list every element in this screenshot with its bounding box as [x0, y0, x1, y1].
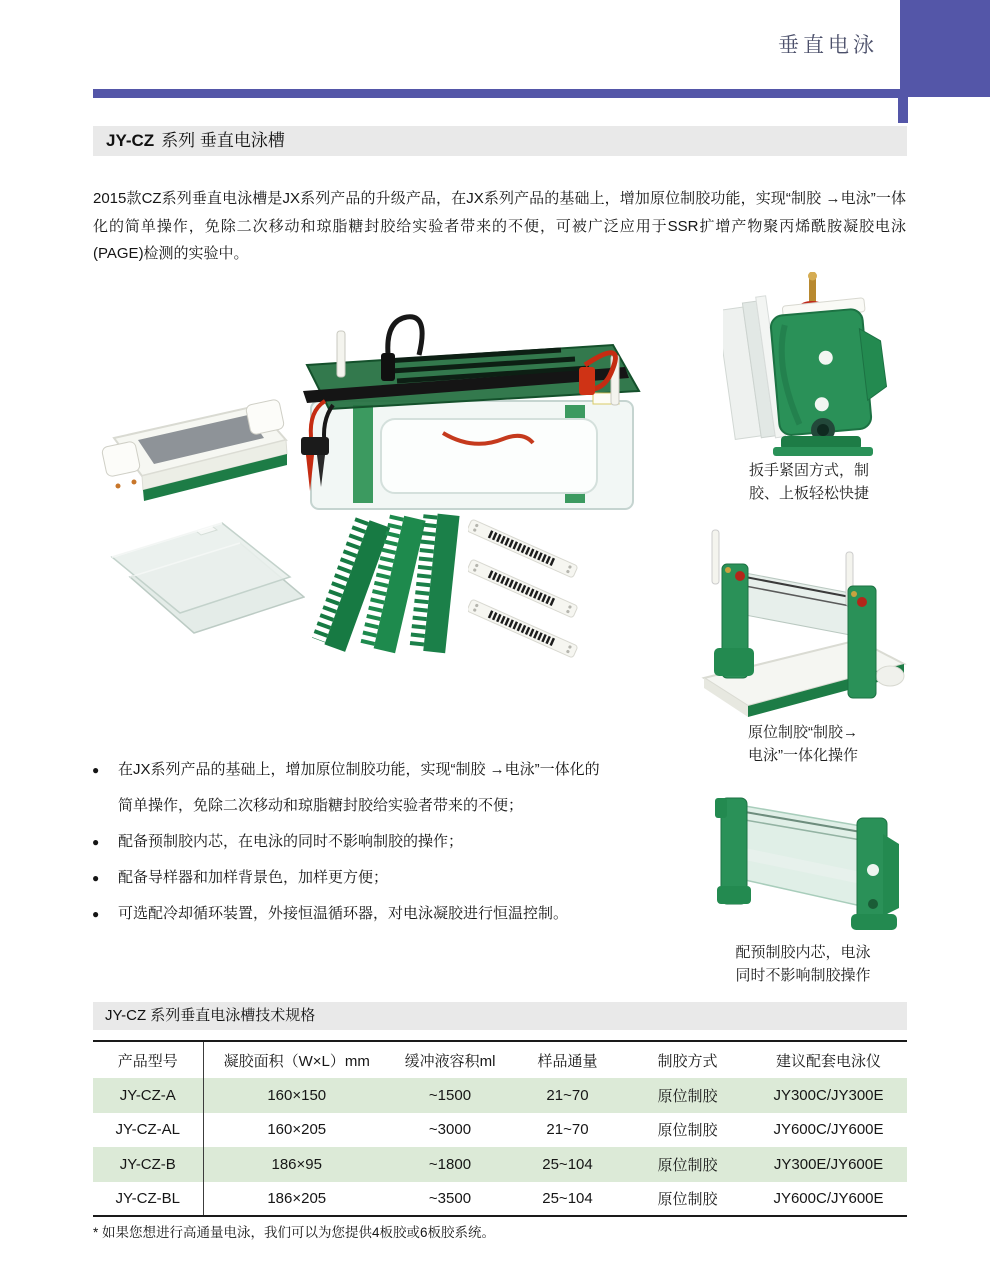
figure-caption-clamp [703, 459, 915, 505]
spec-section-title-bar: JY-CZ 系列垂直电泳槽技术规格 [93, 1002, 907, 1030]
caption-line: 扳手紧固方式，制 [748, 462, 869, 479]
col-header-power-supply: 建议配套电泳仪 [775, 1052, 881, 1070]
col-header-gel-area: 凝胶面积（W×L）mm [223, 1052, 370, 1070]
cell-casting-method: 原位制胶 [657, 1087, 718, 1105]
figure-caption-precast [696, 941, 910, 987]
bullet-icon: ● [92, 871, 100, 885]
cell-sample-throughput: 21~70 [546, 1086, 589, 1104]
caption-line: 电泳”一体化操作 [748, 747, 858, 764]
col-header-model: 产品型号 [93, 1041, 203, 1078]
electrode-rod-left [337, 331, 345, 377]
cell-buffer-volume: ~3000 [428, 1121, 472, 1139]
cell-power-supply: JY300E/JY600E [773, 1155, 884, 1173]
cell-sample-throughput: 25~104 [542, 1155, 593, 1173]
feature-item [92, 896, 612, 932]
feature-item [92, 860, 612, 896]
cell-buffer-volume: ~1800 [428, 1155, 472, 1173]
figure-caption-insitu [696, 721, 910, 767]
caption-line: 配预制胶内芯，电泳 [735, 944, 871, 961]
section-title-text: 系列 垂直电泳槽 [161, 131, 285, 150]
table-row [93, 1147, 907, 1182]
brand-corner-block [900, 0, 990, 97]
feature-item [92, 752, 612, 824]
table-row [93, 1182, 907, 1217]
table-header-row [93, 1041, 907, 1078]
cell-sample-throughput: 25~104 [542, 1189, 593, 1207]
col-header-buffer-volume: 缓冲液容积ml [404, 1052, 496, 1070]
cell-power-supply: JY600C/JY600E [773, 1121, 884, 1139]
cell-sample-throughput: 21~70 [546, 1121, 589, 1139]
bullet-icon: ● [92, 835, 100, 849]
cell-model: JY-CZ-AL [93, 1113, 203, 1148]
cell-buffer-volume: ~3500 [428, 1189, 472, 1207]
cell-casting-method: 原位制胶 [657, 1190, 718, 1208]
cell-power-supply: JY300C/JY300E [773, 1086, 884, 1104]
top-rule-tab [898, 98, 908, 123]
page-category-label: 垂直电泳 [778, 34, 878, 57]
intro-paragraph: 2015款CZ系列垂直电泳槽是JX系列产品的升级产品，在JX系列产品的基础上，增加原位制胶功能，实现“制胶 →电泳”一体化的简单操作，免除二次移动和琼脂糖封胶给实验者带来的不便，可被广泛应用于SSR扩增产物聚丙烯酰胺凝胶电泳(PAGE)检测的实验中。 [93, 190, 906, 262]
photo-electrophoresis-tank [293, 303, 649, 521]
cell-casting-method: 原位制胶 [657, 1122, 718, 1140]
col-header-sample-throughput: 样品通量 [537, 1052, 598, 1070]
photo-loading-guides [468, 505, 596, 660]
photo-clamp-closeup [723, 272, 907, 458]
photo-insitu-gel-caster [698, 528, 910, 720]
feature-item [92, 824, 612, 860]
cell-gel-area: 160×150 [267, 1086, 327, 1104]
cell-model: JY-CZ-A [93, 1078, 203, 1113]
feature-text: 配备导样器和加样背景色，加样更方便； [118, 869, 389, 886]
table-row [93, 1078, 907, 1113]
caption-line: 原位制胶“制胶→ [748, 724, 858, 741]
section-title-bar [93, 126, 907, 156]
cell-power-supply: JY600C/JY600E [773, 1189, 884, 1207]
feature-text: 可选配冷却循环装置，外接恒温循环器，对电泳凝胶进行恒温控制。 [118, 905, 569, 922]
cell-model: JY-CZ-BL [93, 1182, 203, 1217]
cell-gel-area: 160×205 [267, 1121, 327, 1139]
table-footnote: * 如果您想进行高通量电泳，我们可以为您提供4板胶或6板胶系统。 [93, 1225, 496, 1240]
caption-line: 同时不影响制胶操作 [735, 967, 871, 984]
top-rule-bar [93, 89, 908, 98]
bullet-icon: ● [92, 907, 100, 921]
section-title-model: JY-CZ [106, 131, 155, 150]
cell-gel-area: 186×95 [271, 1155, 322, 1173]
spec-table [93, 1040, 907, 1217]
bullet-icon: ● [92, 763, 100, 777]
caption-line: 胶、上板轻松快捷 [748, 485, 869, 502]
photo-glass-plates [100, 505, 305, 660]
feature-text: 在JX系列产品的基础上，增加原位制胶功能，实现“制胶 →电泳”一体化的简单操作，免除二次移动和琼脂糖封胶给实验者带来的不便； [118, 761, 600, 814]
cell-gel-area: 186×205 [267, 1189, 327, 1207]
cell-model: JY-CZ-B [93, 1147, 203, 1182]
photo-precast-cassette [705, 786, 903, 944]
photo-sample-combs [312, 512, 477, 667]
cell-casting-method: 原位制胶 [657, 1156, 718, 1174]
feature-text: 配备预制胶内芯，在电泳的同时不影响制胶的操作； [118, 833, 464, 850]
features-list [92, 752, 612, 932]
cell-buffer-volume: ~1500 [428, 1086, 472, 1104]
tank-body [311, 401, 633, 509]
col-header-casting-method: 制胶方式 [657, 1052, 718, 1070]
table-row [93, 1113, 907, 1148]
